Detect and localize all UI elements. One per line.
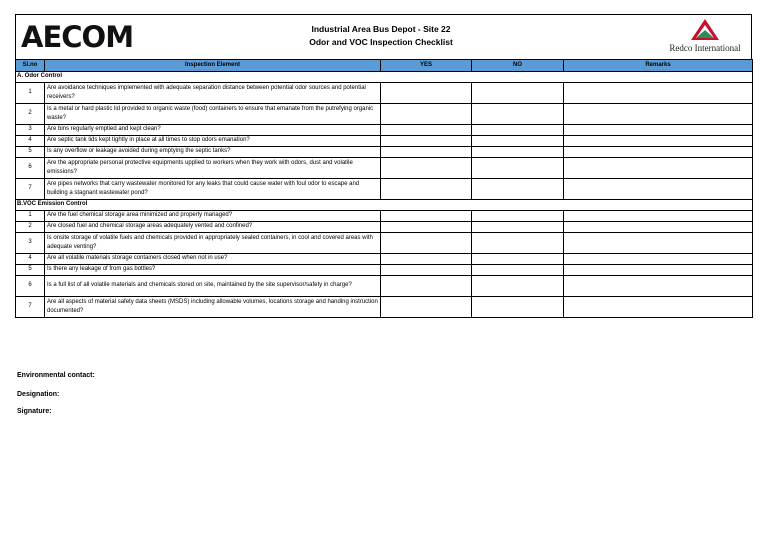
table-body xyxy=(16,72,753,318)
row-number: 7 xyxy=(16,297,45,318)
remarks-cell[interactable] xyxy=(564,211,753,222)
inspection-element: Are avoidance techniques implemented with adequate separation distance between potential odor sources and potential receivers? xyxy=(45,83,381,104)
table-header-row xyxy=(16,60,753,72)
yes-cell[interactable] xyxy=(381,104,472,125)
table-row xyxy=(16,211,753,222)
no-cell[interactable] xyxy=(472,276,564,297)
title-line-2: Odor and VOC Inspection Checklist xyxy=(309,37,453,47)
col-header-element: Inspection Element xyxy=(45,60,381,72)
yes-cell[interactable] xyxy=(381,233,472,254)
yes-cell[interactable] xyxy=(381,265,472,276)
inspection-element: Is any overflow or leakage avoided during emptying the septic tanks? xyxy=(45,147,381,158)
remarks-cell[interactable] xyxy=(564,233,753,254)
remarks-cell[interactable] xyxy=(564,276,753,297)
inspection-element: Are closed fuel and chemical storage areas adequately vented and confined? xyxy=(45,222,381,233)
section-row xyxy=(16,200,753,211)
yes-cell[interactable] xyxy=(381,297,472,318)
title-line-1: Industrial Area Bus Depot - Site 22 xyxy=(311,24,451,34)
row-number: 7 xyxy=(16,179,45,200)
row-number: 5 xyxy=(16,265,45,276)
row-number: 4 xyxy=(16,136,45,147)
no-cell[interactable] xyxy=(472,104,564,125)
yes-cell[interactable] xyxy=(381,211,472,222)
no-cell[interactable] xyxy=(472,254,564,265)
row-number: 6 xyxy=(16,158,45,179)
redco-logo-text: Redco International xyxy=(669,43,741,53)
table-row xyxy=(16,83,753,104)
remarks-cell[interactable] xyxy=(564,104,753,125)
yes-cell[interactable] xyxy=(381,179,472,200)
remarks-cell[interactable] xyxy=(564,179,753,200)
row-number: 2 xyxy=(16,104,45,125)
row-number: 1 xyxy=(16,211,45,222)
document-title xyxy=(266,23,496,49)
redco-emblem-icon xyxy=(690,18,720,42)
document-header xyxy=(15,14,752,59)
remarks-cell[interactable] xyxy=(564,254,753,265)
yes-cell[interactable] xyxy=(381,136,472,147)
inspection-element: Are the appropriate personal protective equipments upplied to workers when they work with odors, dust and volatile emissions? xyxy=(45,158,381,179)
remarks-cell[interactable] xyxy=(564,222,753,233)
no-cell[interactable] xyxy=(472,211,564,222)
yes-cell[interactable] xyxy=(381,158,472,179)
section-title: A. Odor Control xyxy=(16,72,753,83)
table-row xyxy=(16,265,753,276)
col-header-yes: YES xyxy=(381,60,472,72)
inspection-element: Are pipes networks that carry wastewater monitored for any leaks that could cause water with foul odor to escape and building a stagnant wastewater pond? xyxy=(45,179,381,200)
section-row xyxy=(16,72,753,83)
yes-cell[interactable] xyxy=(381,276,472,297)
no-cell[interactable] xyxy=(472,233,564,254)
no-cell[interactable] xyxy=(472,136,564,147)
inspection-element: Are all volatile materials storage containers closed when not in use? xyxy=(45,254,381,265)
no-cell[interactable] xyxy=(472,125,564,136)
yes-cell[interactable] xyxy=(381,222,472,233)
inspection-element: Are septic tank lids kept tightly in place at all times to stop odors emanation? xyxy=(45,136,381,147)
inspection-element: Are all aspects of material safety data sheets (MSDS) including allowable volumes, locations storage and handing instruction documented? xyxy=(45,297,381,318)
row-number: 4 xyxy=(16,254,45,265)
inspection-element: Is a full list of all volatile materials and chemicals stored on site, maintained by the site supervisor/safety in charge? xyxy=(45,276,381,297)
table-row xyxy=(16,136,753,147)
remarks-cell[interactable] xyxy=(564,265,753,276)
no-cell[interactable] xyxy=(472,158,564,179)
inspection-element: Is a metal or hard plastic lid provided to organic waste (food) containers to ensure that emanate from the putrefying organic waste? xyxy=(45,104,381,125)
no-cell[interactable] xyxy=(472,265,564,276)
row-number: 1 xyxy=(16,83,45,104)
table-row xyxy=(16,233,753,254)
row-number: 2 xyxy=(16,222,45,233)
aecom-logo: AECOM xyxy=(21,20,134,54)
environmental-contact-label: Environmental contact: xyxy=(17,372,95,379)
redco-logo xyxy=(664,18,746,53)
inspection-element: Is onsite storage of volatile fuels and chemicals provided in appropriately sealed containers, in cool and covered areas with adequate venting? xyxy=(45,233,381,254)
table-row xyxy=(16,297,753,318)
signature-label: Signature: xyxy=(17,408,52,415)
remarks-cell[interactable] xyxy=(564,297,753,318)
table-row xyxy=(16,147,753,158)
table-row xyxy=(16,158,753,179)
row-number: 3 xyxy=(16,125,45,136)
inspection-element: Is there any leakage of from gas bottles? xyxy=(45,265,381,276)
row-number: 5 xyxy=(16,147,45,158)
table-row xyxy=(16,276,753,297)
remarks-cell[interactable] xyxy=(564,125,753,136)
row-number: 6 xyxy=(16,276,45,297)
inspection-table xyxy=(15,59,753,318)
no-cell[interactable] xyxy=(472,222,564,233)
col-header-remarks: Remarks xyxy=(564,60,753,72)
remarks-cell[interactable] xyxy=(564,147,753,158)
col-header-sl: Sl.no xyxy=(16,60,45,72)
inspection-element: Are the fuel chemical storage area minimized and properly managed? xyxy=(45,211,381,222)
no-cell[interactable] xyxy=(472,179,564,200)
yes-cell[interactable] xyxy=(381,147,472,158)
no-cell[interactable] xyxy=(472,83,564,104)
inspection-element: Are bins regularly emptied and kept clean? xyxy=(45,125,381,136)
yes-cell[interactable] xyxy=(381,125,472,136)
table-row xyxy=(16,254,753,265)
table-row xyxy=(16,222,753,233)
yes-cell[interactable] xyxy=(381,83,472,104)
remarks-cell[interactable] xyxy=(564,136,753,147)
remarks-cell[interactable] xyxy=(564,158,753,179)
table-row xyxy=(16,104,753,125)
no-cell[interactable] xyxy=(472,147,564,158)
row-number: 3 xyxy=(16,233,45,254)
checklist-sheet xyxy=(15,14,752,318)
yes-cell[interactable] xyxy=(381,254,472,265)
col-header-no: NO xyxy=(472,60,564,72)
section-title: B.VOC Emission Control xyxy=(16,200,753,211)
no-cell[interactable] xyxy=(472,297,564,318)
table-row xyxy=(16,125,753,136)
remarks-cell[interactable] xyxy=(564,83,753,104)
designation-label: Designation: xyxy=(17,391,60,398)
table-row xyxy=(16,179,753,200)
